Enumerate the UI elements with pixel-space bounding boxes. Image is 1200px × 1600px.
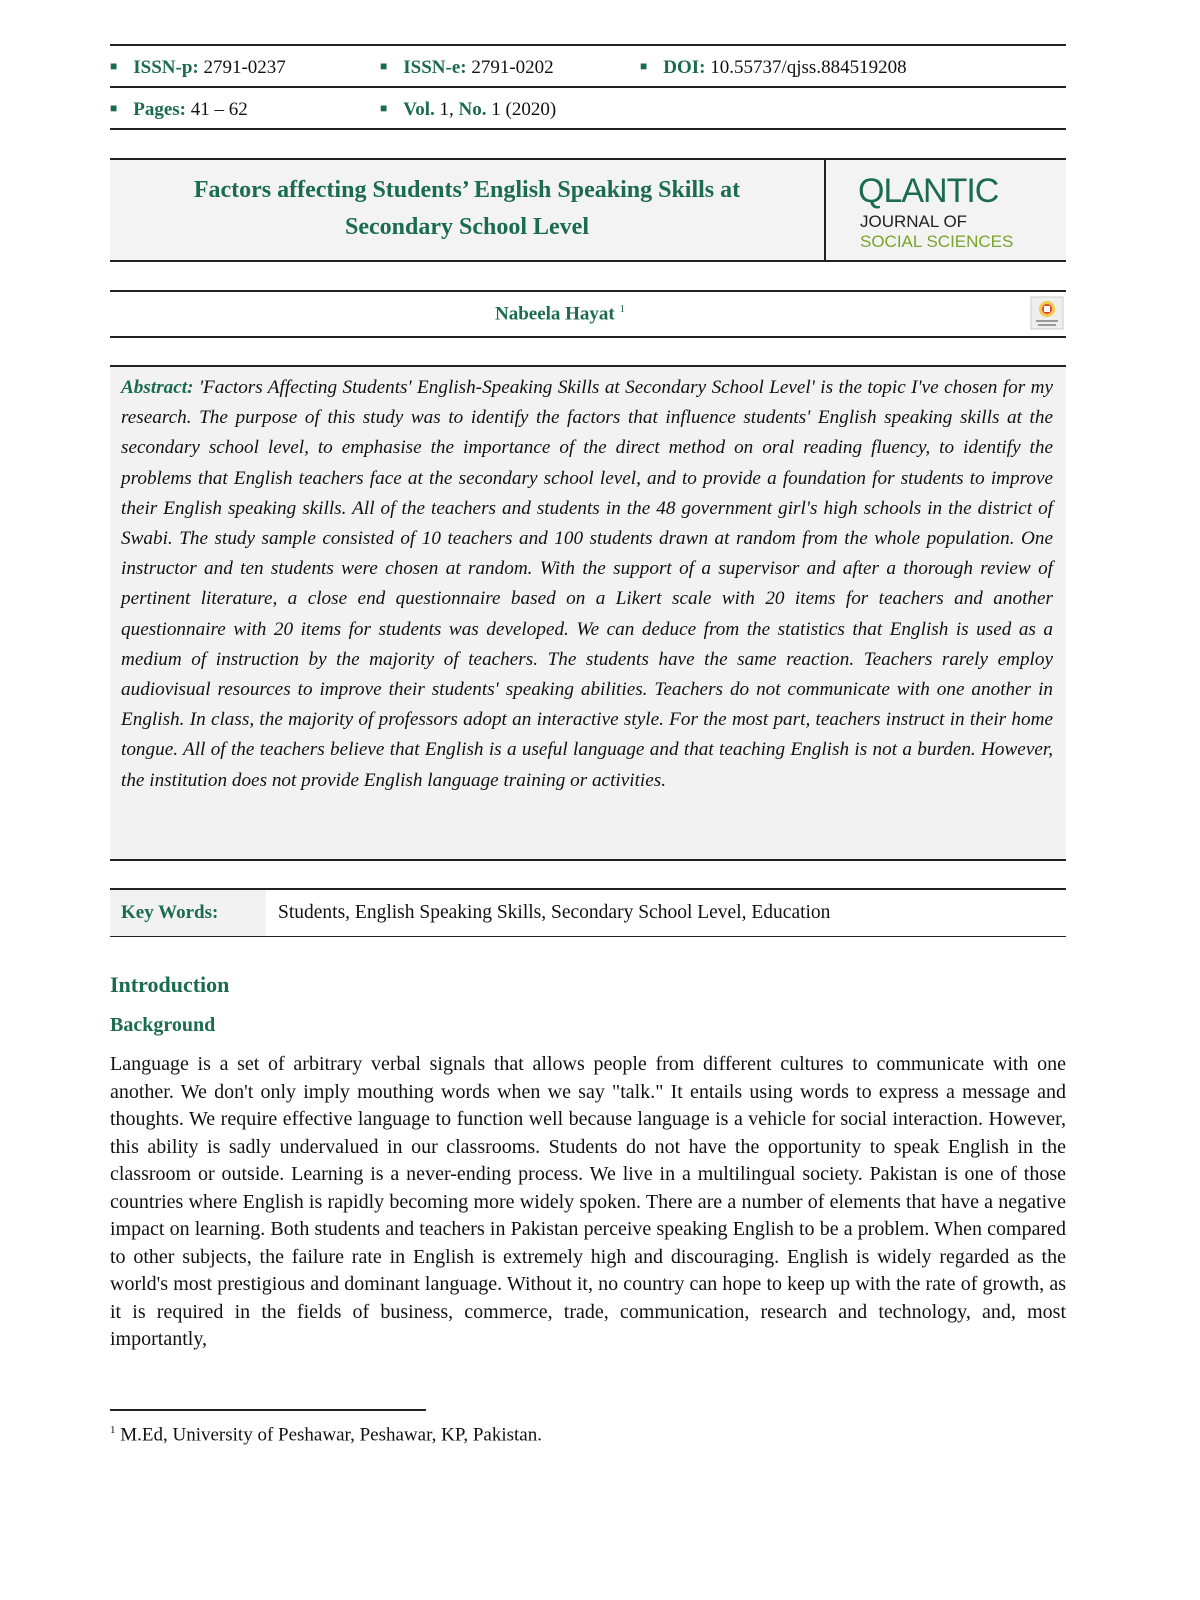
bullet-icon: ■: [110, 101, 118, 115]
section-heading: Introduction: [110, 972, 230, 997]
article-title: [110, 172, 824, 246]
footnote: [110, 1424, 542, 1446]
meta-row-1: [110, 44, 1066, 86]
bullet-icon: ■: [380, 101, 388, 115]
issn-print-label: ISSN-p:: [133, 57, 199, 78]
title-box: [110, 158, 1066, 262]
footnote-text: M.Ed, University of Peshawar, Peshawar, KP, Pakistan.: [120, 1424, 542, 1446]
volume-issue: [380, 99, 556, 121]
subsection-heading: Background: [110, 1014, 216, 1036]
bullet-icon: ■: [110, 59, 118, 73]
issn-electronic: [380, 57, 554, 79]
abstract-text: 'Factors Affecting Students' English-Speaking Skills at Secondary School Level' is the topic I've chosen for my research. The purpose of this study was to identify the factors that influence students' English speaking skills at the secondary school level, to emphasise the importance of the direct method on oral reading fluency, to identify the problems that English teachers face at the secondary school level, and to provide a foundation for students to improve their English speaking skills. All of the teachers and students in the 48 government girl's high schools in the district of Swabi. The study sample consisted of 10 teachers and 100 students drawn at random from the whole population. One instructor and ten students were chosen at random. With the support of a supervisor and after a thorough review of pertinent literature, a close end questionnaire based on a Likert scale with 20 items for teachers and another questionnaire with 20 items for students was developed. We can deduce from the statistics that English is used as a medium of instruction by the majority of teachers. The students have the same reaction. Teachers rarely employ audiovisual resources to improve their students' speaking abilities. Teachers do not communicate with one another in English. In class, the majority of professors adopt an interactive style. For the most part, teachers instruct in their home tongue. All of the teachers believe that English is a useful language and that teaching English is not a burden. However, the institution does not provide English language training or activities.: [121, 377, 1054, 791]
footnote-rule: [110, 1409, 426, 1411]
issn-print: [110, 57, 286, 79]
journal-logo-subtitle-1: JOURNAL OF: [860, 212, 968, 231]
issn-print-value: 2791-0237: [203, 57, 286, 78]
journal-logo-main: QLANTIC: [858, 172, 999, 210]
volume-value: 1,: [439, 99, 454, 120]
keywords-label: Key Words:: [110, 890, 266, 936]
pages-value: 41 – 62: [190, 99, 248, 120]
bullet-icon: ■: [640, 59, 648, 73]
pages: [110, 99, 248, 121]
issn-electronic-label: ISSN-e:: [403, 57, 467, 78]
pages-label: Pages:: [133, 99, 187, 120]
issue-label: No.: [458, 99, 487, 120]
title-divider: [824, 160, 826, 260]
keywords-text: Students, English Speaking Skills, Secondary School Level, Education: [278, 902, 831, 923]
journal-logo-subtitle-2: SOCIAL SCIENCES: [860, 232, 1014, 251]
bullet-icon: ■: [380, 59, 388, 73]
doi-link[interactable]: 10.55737/qjss.884519208: [710, 57, 907, 78]
abstract-label: Abstract:: [121, 377, 194, 398]
orcid-icon[interactable]: [1030, 296, 1064, 330]
abstract-box: [110, 365, 1066, 861]
issn-electronic-value: 2791-0202: [471, 57, 554, 78]
volume-label: Vol.: [403, 99, 435, 120]
author-name-text: Nabeela Hayat: [494, 303, 615, 325]
body-paragraph: Language is a set of arbitrary verbal signals that allows people from different cultures to communicate with one another. We don't only imply mouthing words when we say "talk." It entails using words to express a message and thoughts. We require effective language to function well because language is a vehicle for social interaction. However, this ability is sadly undervalued in our classrooms. Students do not have the opportunity to speak English in the classroom or outside. Learning is a never-ending process. We live in a multilingual society. Pakistan is one of those countries where English is rapidly becoming more widely spoken. There are a number of elements that have a negative impact on learning. Both students and teachers in Pakistan perceive speaking English to be a problem. When compared to other subjects, the failure rate in English is extremely high and discouraging. English is widely regarded as the world's most prestigious and dominant language. Without it, no country can hope to keep up with the rate of growth, as it is required in the fields of business, commerce, trade, communication, research and technology, and, most importantly,: [110, 1053, 1066, 1350]
footnote-mark: 1: [110, 1424, 116, 1436]
doi-label: DOI:: [663, 57, 706, 78]
author-box: [110, 290, 1066, 338]
article-title-line-1: Factors affecting Students’ English Speaking Skills at: [193, 177, 741, 203]
keywords-box: [110, 888, 1066, 937]
abstract: [121, 373, 1053, 796]
article-page: [110, 44, 1066, 1446]
author-name: [110, 303, 1010, 325]
meta-row-2: [110, 86, 1066, 130]
author-footnote-mark: 1: [619, 303, 626, 315]
doi: [640, 57, 907, 79]
article-title-line-2: Secondary School Level: [345, 214, 589, 240]
issue-value: 1 (2020): [491, 99, 557, 120]
journal-logo: [858, 172, 1048, 252]
